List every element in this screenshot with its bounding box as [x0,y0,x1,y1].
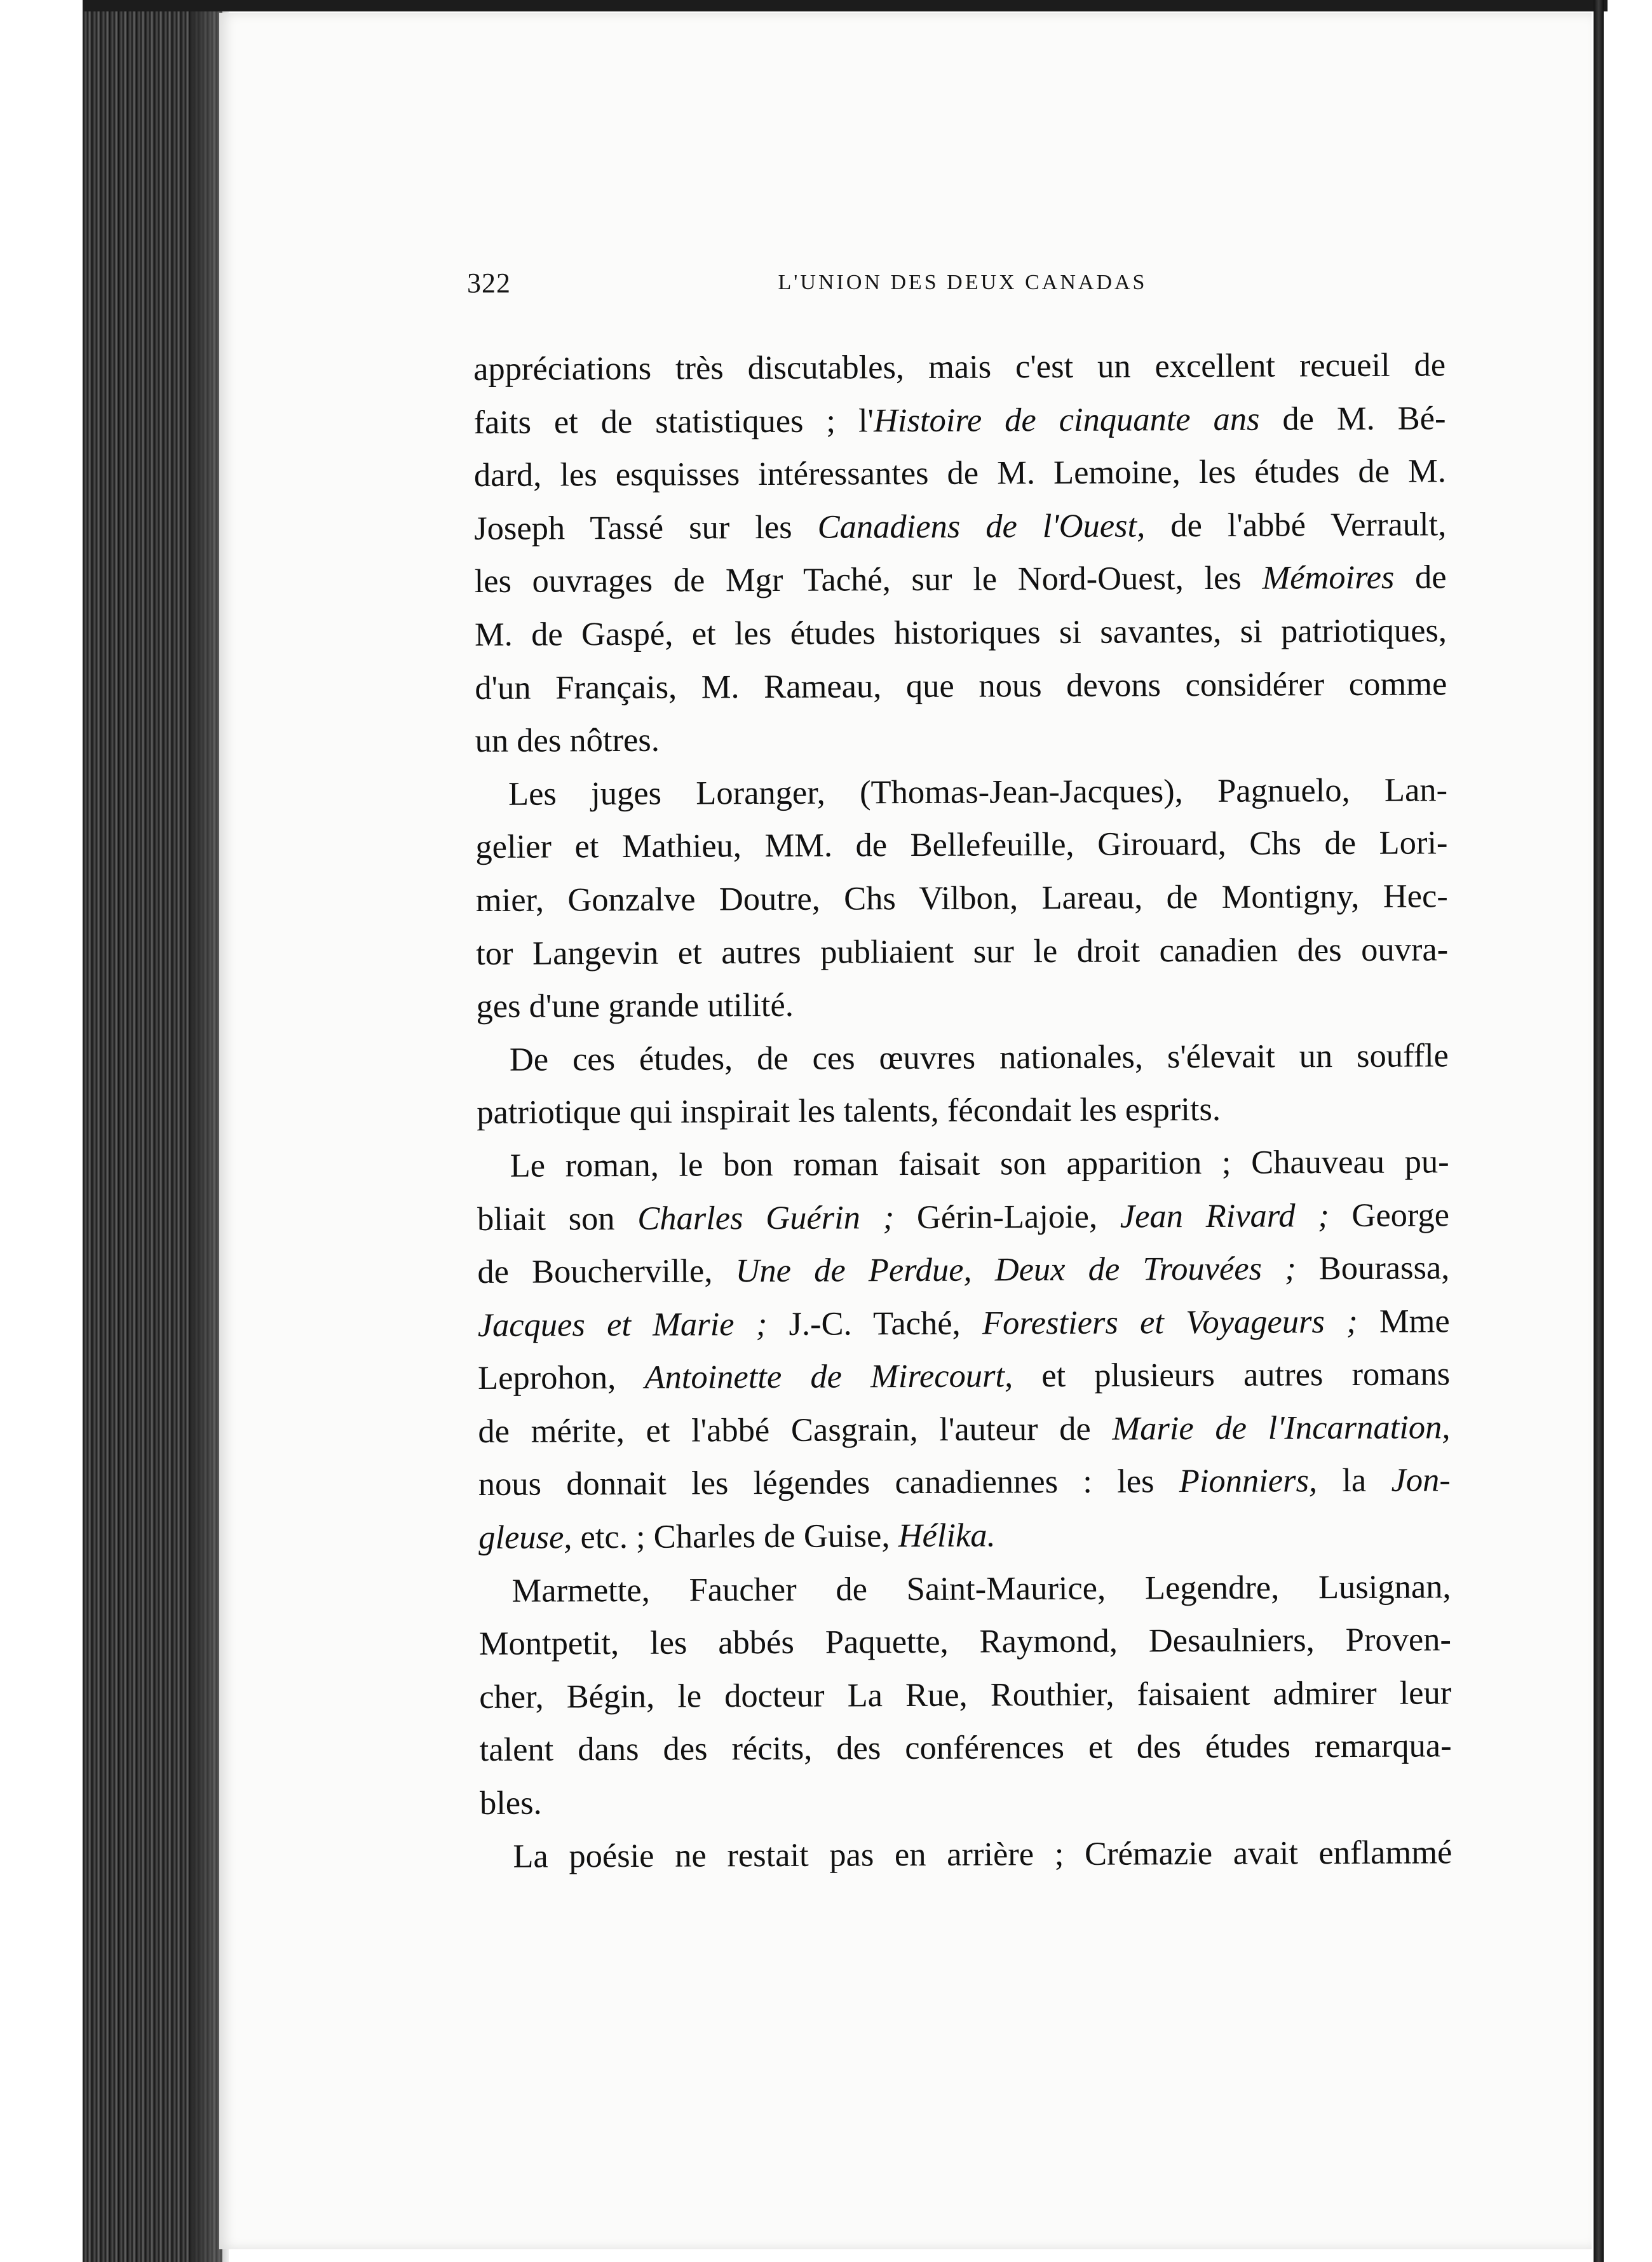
paragraph [477,1135,1451,1564]
text-run: de [1394,559,1447,597]
italic-title: Histoire de cinquante ans [873,400,1260,439]
text-line [479,1667,1451,1724]
text-line [477,1083,1449,1140]
text-line [478,1295,1450,1352]
text-line [479,1614,1451,1671]
text-line [475,604,1447,661]
text-line [474,445,1446,503]
text-run: M. de Gaspé, et les études historiques si savantes, si patriotiques, [474,612,1447,653]
italic-title: Jacques et Marie ; [477,1305,768,1344]
italic-title: Antoinette de Mirecourt, [644,1357,1013,1397]
text-run: Leprohon, [477,1359,645,1397]
italic-title: Mémoires [1262,559,1395,597]
text-line [477,1135,1449,1193]
text-run: Marmette, Faucher de Saint-Maurice, Legendre, Lusignan, [511,1568,1451,1609]
text-run: et plusieurs autres romans [1013,1355,1451,1395]
text-run: etc. ; Charles de Guise, [572,1517,898,1556]
text-run: patriotique qui inspirait les talents, fécondait les esprits. [477,1091,1221,1132]
text-line [474,498,1446,555]
text-line [475,764,1447,821]
text-line [473,392,1446,449]
text-run: bles. [479,1784,542,1822]
text-run: d'un Français, M. Rameau, que nous devons considérer comme [475,665,1447,707]
text-line [473,339,1446,396]
text-run: talent dans des récits, des conférences et des études remarqua- [479,1727,1452,1769]
text-line [478,1348,1450,1405]
text-run: de Boucherville, [477,1252,736,1291]
text-run: Gérin-Lajoie, [894,1198,1120,1236]
text-run: appréciations très discutables, mais c'est un excellent recueil de [473,346,1446,388]
italic-title: Pionniers, [1179,1462,1318,1500]
page-header [467,267,1388,305]
text-run: Les juges Loranger, (Thomas-Jean-Jacques), Pagnuelo, Lan- [508,771,1448,813]
paragraph [480,1826,1452,1883]
text-line [477,1189,1449,1246]
paragraph [473,339,1447,768]
text-run: Bourassa, [1296,1249,1450,1287]
text-run: nous donnait les légendes canadiennes : les [478,1463,1179,1503]
top-edge-strip [83,0,1608,11]
text-line [478,1454,1451,1512]
right-edge-strip [1594,0,1604,2262]
text-run: dard, les esquisses intéressantes de M. Lemoine, les études de M. [473,452,1447,494]
text-run: Joseph Tassé sur les [474,508,818,547]
paragraph [477,1029,1449,1140]
text-line [476,870,1448,927]
text-line [478,1561,1451,1618]
paragraph [478,1561,1452,1831]
page-number: 322 [467,268,511,299]
text-run: Le roman, le bon roman faisait son apparition ; Chauveau pu- [510,1143,1449,1184]
text-line [477,1029,1449,1087]
text-run: les ouvrages de Mgr Taché, sur le Nord-Ouest, les [474,559,1263,600]
text-run: mier, Gonzalve Doutre, Chs Vilbon, Lareau, de Montigny, Hec- [475,877,1448,919]
italic-title: Jon- [1391,1461,1451,1500]
text-run: Mme [1357,1302,1450,1340]
text-run: J.-C. Taché, [767,1304,983,1343]
text-line [476,923,1448,980]
italic-title: Marie de l'Incarnation, [1112,1409,1451,1447]
text-run: tor Langevin et autres publiaient sur le droit canadien des ouvra- [476,930,1449,972]
text-line [475,658,1447,715]
text-run: de mérite, et l'abbé Casgrain, l'auteur de [478,1410,1113,1450]
text-run: La poésie ne restait pas en arrière ; Crémazie avait enflammé [513,1833,1452,1875]
text-run: de M. Bé- [1259,399,1446,438]
text-run: faits et de statistiques ; l' [473,402,874,441]
italic-title: gleuse, [478,1519,572,1557]
text-line [480,1826,1452,1883]
text-line [477,1242,1449,1299]
text-line [478,1401,1450,1458]
text-run: gelier et Mathieu, MM. de Bellefeuille, Girouard, Chs de Lori- [475,824,1448,866]
text-line [478,1507,1451,1564]
italic-title: Jean Rivard ; [1120,1196,1329,1235]
text-run: ges d'une grande utilité. [476,986,794,1026]
paragraph [475,764,1449,1034]
text-line [480,1773,1452,1830]
text-run: de l'abbé Verrault, [1145,506,1447,545]
text-run: Montpetit, les abbés Paquette, Raymond, Desaulniers, Proven- [478,1621,1452,1663]
text-line [474,552,1446,609]
text-line [475,710,1447,768]
italic-title: Canadiens de l'Ouest, [817,507,1146,546]
running-title: L'UNION DES DEUX CANADAS [778,271,1148,294]
italic-title: Forestiers et Voyageurs ; [982,1303,1358,1342]
text-run: cher, Bégin, le docteur La Rue, Routhier, faisaient admirer leur [479,1674,1452,1716]
text-line [479,1720,1451,1777]
italic-title: Une de Perdue, Deux de Trouvées ; [735,1250,1296,1290]
body-text [473,339,1452,1883]
italic-title: Charles Guérin ; [637,1198,895,1237]
italic-title: Hélika. [898,1517,996,1555]
text-run: la [1317,1462,1391,1500]
text-run: George [1329,1196,1450,1234]
text-line [476,976,1448,1033]
text-run: De ces études, de ces œuvres nationales, s'élevait un souffle [509,1037,1449,1078]
text-run: un des nôtres. [475,721,660,760]
text-run: bliait son [477,1200,638,1238]
text-line [475,817,1447,874]
